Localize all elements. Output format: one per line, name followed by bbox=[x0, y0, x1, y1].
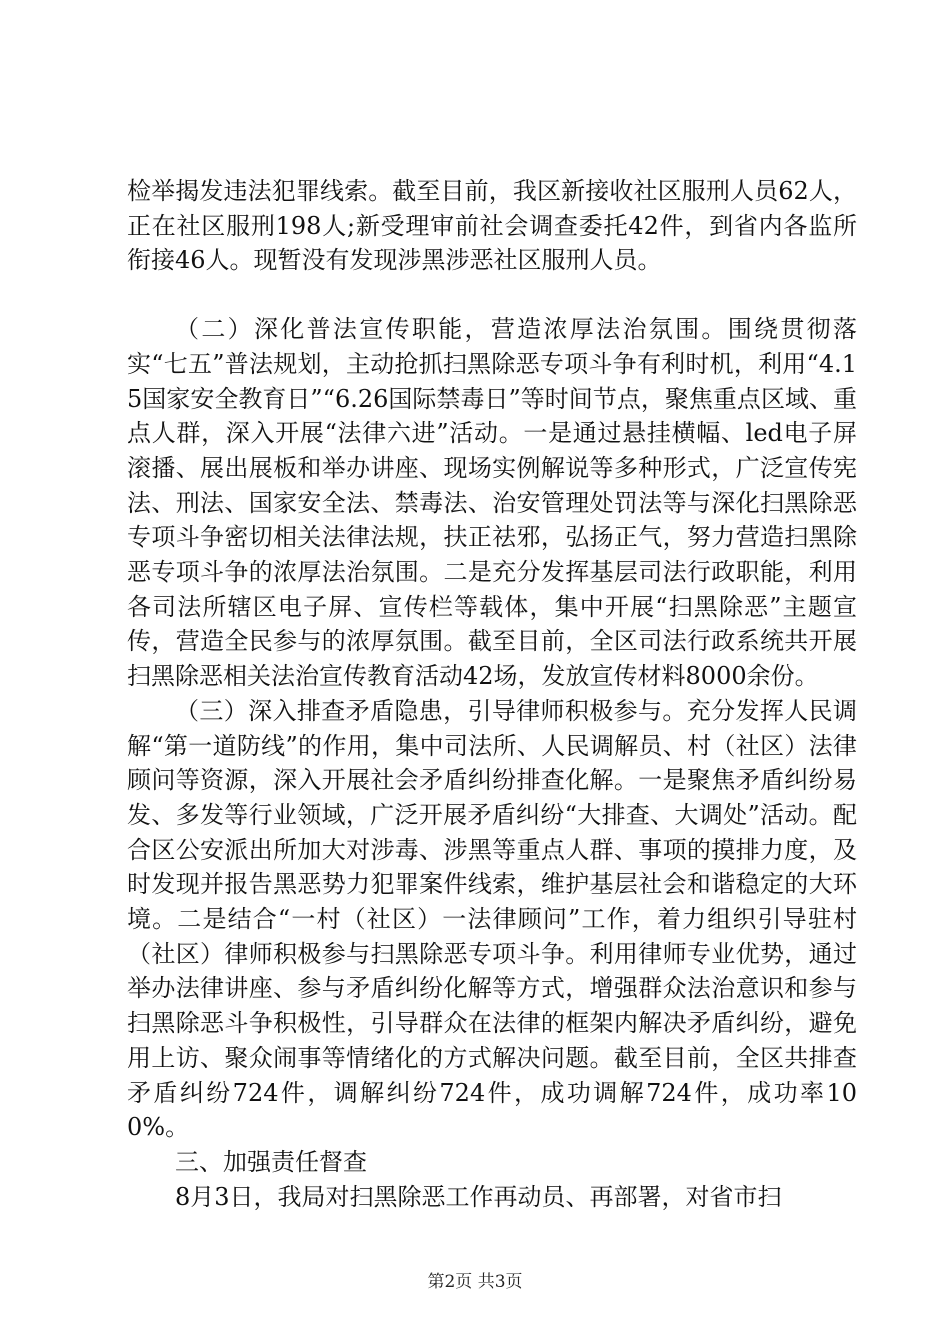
paragraph-section-3: （三）深入排查矛盾隐患，引导律师积极参与。充分发挥人民调解“第一道防线”的作用，集中司法所、人民调解员、村（社区）法律顾问等资源，深入开展社会矛盾纠纷排查化解。一是聚焦矛盾纠纷易发、多发等行业领域，广泛开展矛盾纠纷“大排查、大调处”活动。配合区公安派出所加大对涉毒、涉黑等重点人群、事项的摸排力度，及时发现并报告黑恶势力犯罪案件线索，维护基层社会和谐稳定的大环境。二是结合“一村（社区）一法律顾问”工作，着力组织引导驻村（社区）律师积极参与扫黑除恶专项斗争。利用律师专业优势，通过举办法律讲座、参与矛盾纠纷化解等方式，增强群众法治意识和参与扫黑除恶斗争积极性，引导群众在法律的框架内解决矛盾纠纷，避免用上访、聚众闹事等情绪化的方式解决问题。截至目前，全区共排查矛盾纠纷724件，调解纠纷724件，成功调解724件，成功率100%。 bbox=[127, 696, 857, 1142]
page-footer: 第2页 共3页 bbox=[427, 1272, 523, 1292]
section-heading-3: 三、加强责任督查 bbox=[175, 1147, 367, 1176]
document-body bbox=[127, 174, 857, 1214]
paragraph-continuation: 检举揭发违法犯罪线索。截至目前，我区新接收社区服刑人员62人，正在社区服刑198人;新受理审前社会调查委托42件，到省内各监所衔接46人。现暂没有发现涉黑涉恶社区服刑人员。 bbox=[127, 177, 857, 275]
paragraph-august: 8月3日，我局对扫黑除恶工作再动员、再部署，对省市扫 bbox=[175, 1182, 782, 1211]
paragraph-section-2: （二）深化普法宣传职能，营造浓厚法治氛围。围绕贯彻落实“七五”普法规划，主动抢抓扫黑除恶专项斗争有利时机，利用“4.15国家安全教育日”“6.26国际禁毒日”等时间节点，聚焦重点区域、重点人群，深入开展“法律六进”活动。一是通过悬挂横幅、led电子屏滚播、展出展板和举办讲座、现场实例解说等多种形式，广泛宣传宪法、刑法、国家安全法、禁毒法、治安管理处罚法等与深化扫黑除恶专项斗争密切相关法律法规，扶正祛邪，弘扬正气，努力营造扫黑除恶专项斗争的浓厚法治氛围。二是充分发挥基层司法行政职能，利用各司法所辖区电子屏、宣传栏等载体，集中开展“扫黑除恶”主题宣传，营造全民参与的浓厚氛围。截至目前，全区司法行政系统共开展扫黑除恶相关法治宣传教育活动42场，发放宣传材料8000余份。 bbox=[127, 315, 857, 691]
